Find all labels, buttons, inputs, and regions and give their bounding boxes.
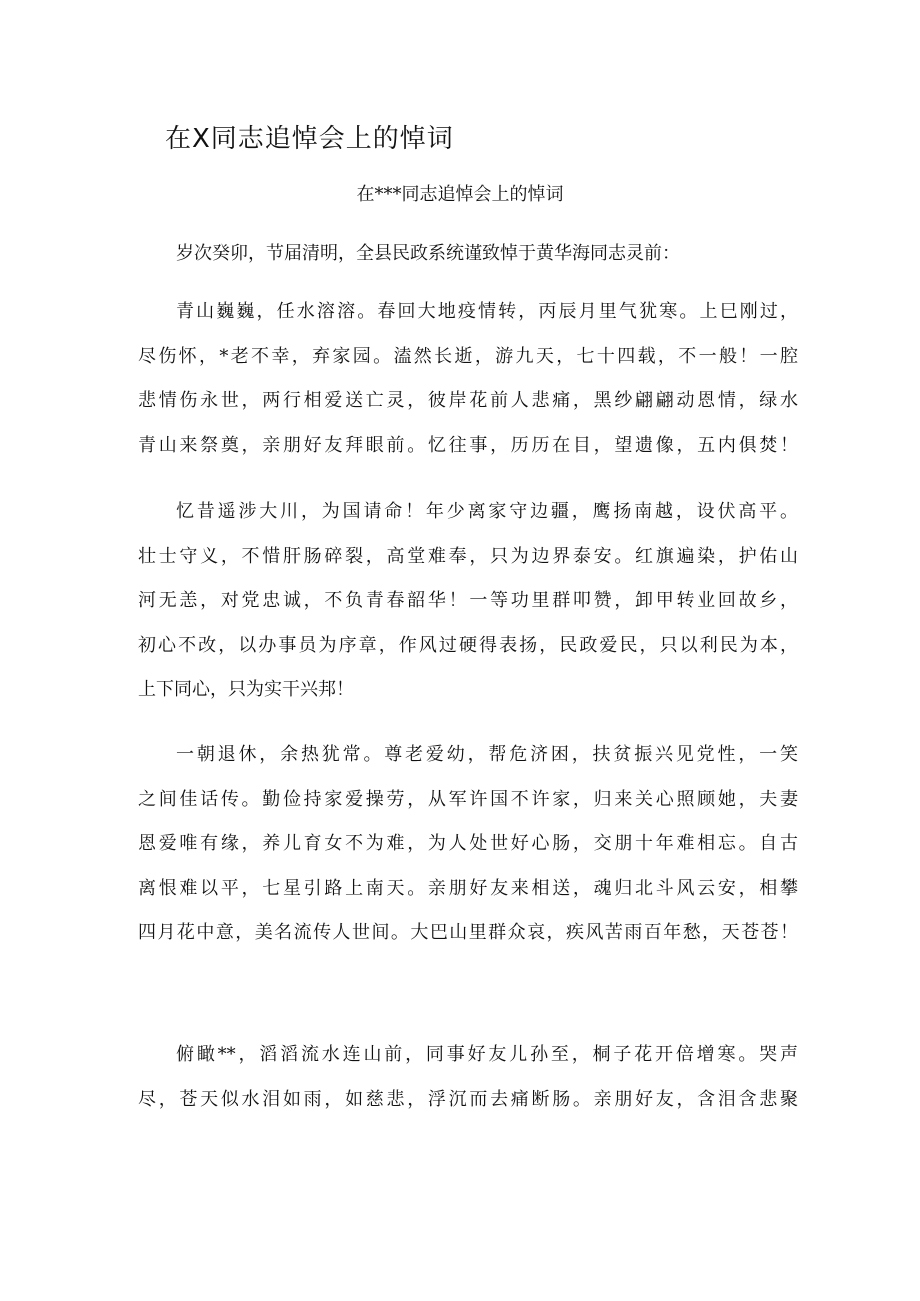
- paragraph-line: 河无恙，对党忠诚，不负青春韶华！一等功里群叩赞，卸甲转业回故乡，: [138, 590, 798, 611]
- paragraph-line: 俯瞰**，滔滔流水连山前，同事好友儿孙至，桐子花开倍增寒。哭声: [176, 1044, 798, 1065]
- paragraph-2: [138, 290, 798, 468]
- paragraph-4: [138, 733, 798, 956]
- paragraph-line: 一朝退休，余热犹常。尊老爱幼，帮危济困，扶贫振兴见党性，一笑: [176, 744, 798, 765]
- paragraph-line: 青山来祭奠，亲朋好友拜眼前。忆往事，历历在目，望遗像，五内俱焚！: [138, 434, 798, 456]
- paragraph-line: 初心不改，以办事员为序章，作风过硬得表扬，民政爱民，只以利民为本，: [138, 634, 798, 656]
- paragraph-5: [138, 1033, 798, 1122]
- paragraph-line: 青山巍巍，任水溶溶。春回大地疫情转，丙辰月里气犹寒。上巳刚过，: [176, 301, 798, 322]
- paragraph-line: 恩爱唯有缘，养儿育女不为难，为人处世好心肠，交朋十年难相忘。自古: [138, 833, 798, 854]
- paragraph-line: 壮士守义，不惜肝肠碎裂，高堂难奉，只为边界泰安。红旗遍染，护佑山: [138, 545, 798, 567]
- paragraph-line: 尽伤怀，*老不幸，弃家园。溘然长逝，游九天，七十四载，不一般！一腔: [138, 345, 798, 367]
- paragraph-line: 之间佳话传。勤俭持家爱操劳，从军许国不许家，归来关心照顾她，夫妻: [138, 788, 798, 810]
- paragraph-line: 尽，苍天似水泪如雨，如慈悲，浮沉而去痛断肠。亲朋好友，含泪含悲聚: [138, 1088, 798, 1110]
- paragraph-line: 四月花中意，美名流传人世间。大巴山里群众哀，疾风苦雨百年愁，天苍苍！: [138, 922, 798, 943]
- paragraph-line: 岁次癸卯，节届清明，全县民政系统谨致悼于黄华海同志灵前：: [176, 243, 680, 264]
- paragraph-3: [138, 490, 798, 713]
- paragraph-salutation: [138, 232, 798, 277]
- paragraph-line: 忆昔遥涉大川，为国请命！年少离家守边疆，鹰扬南越，设伏高平。: [176, 501, 798, 522]
- paragraph-line: 上下同心，只为实干兴邦！: [138, 679, 354, 700]
- paragraph-line: 悲情伤永世，两行相爱送亡灵，彼岸花前人悲痛，黑纱翩翩动恩情，绿水: [138, 390, 798, 411]
- paragraph-line: 离恨难以平，七星引路上南天。亲朋好友来相送，魂归北斗风云安，相攀: [138, 877, 798, 899]
- document-title: 在X同志追悼会上的悼词: [165, 124, 454, 154]
- document-subtitle: 在***同志追悼会上的悼词: [356, 184, 564, 205]
